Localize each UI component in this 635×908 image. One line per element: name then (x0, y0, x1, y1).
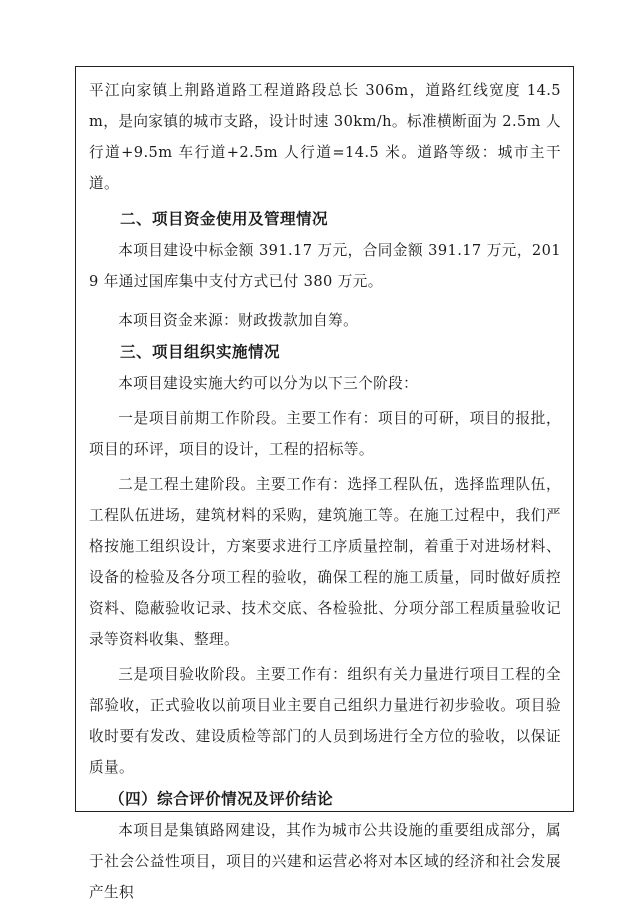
funding-source-paragraph: 本项目资金来源：财政拨款加自筹。 (118, 312, 359, 329)
stage-three-paragraph: 三是项目验收阶段。主要工作有：组织有关力量进行项目工程的全部验收，正式验收以前项目业主要自己组织力量进行初步验收。项目验收时要有发改、建设质检等部门的人员到场进行全方位的验收，以保证质量。 (89, 666, 561, 776)
stage-one-paragraph: 一是项目前期工作阶段。主要工作有：项目的可研，项目的报批，项目的环评，项目的设计，工程的招标等。 (89, 410, 561, 458)
section-heading-implementation: 三、项目组织实施情况 (120, 343, 281, 361)
project-description-paragraph: 平江向家镇上荆路道路工程道路段总长 306m，道路红线宽度 14.5m，是向家镇的城市支路，设计时速 30km/h。标准横断面为 2.5m 人行道+9.5m 车行道+2.5m 人行道=14.5 米。道路等级：城市主干道。 (89, 82, 561, 192)
stages-intro-paragraph: 本项目建设实施大约可以分为以下三个阶段： (118, 375, 419, 392)
stage-two-paragraph: 二是工程土建阶段。主要工作有：选择工程队伍，选择监理队伍，工程队伍进场，建筑材料的采购，建筑施工等。在施工过程中，我们严格按施工组织设计，方案要求进行工序质量控制，着重于对进场材料、设备的检验及各分项工程的验收，确保工程的施工质量，同时做好质控资料、隐蔽验收记录、技术交底、各检验批、分项分部工程质量验收记录等资料收集、整理。 (89, 476, 561, 648)
section-heading-funding: 二、项目资金使用及管理情况 (120, 210, 329, 228)
evaluation-paragraph: 本项目是集镇路网建设，其作为城市公共设施的重要组成部分，属于社会公益性项目，项目的兴建和运营必将对本区域的经济和社会发展产生积 (89, 822, 561, 901)
section-heading-evaluation: （四）综合评价情况及评价结论 (109, 790, 334, 808)
content-frame (75, 66, 574, 901)
funding-amount-paragraph: 本项目建设中标金额 391.17 万元，合同金额 391.17 万元，2019 年通过国库集中支付方式已付 380 万元。 (89, 242, 561, 290)
